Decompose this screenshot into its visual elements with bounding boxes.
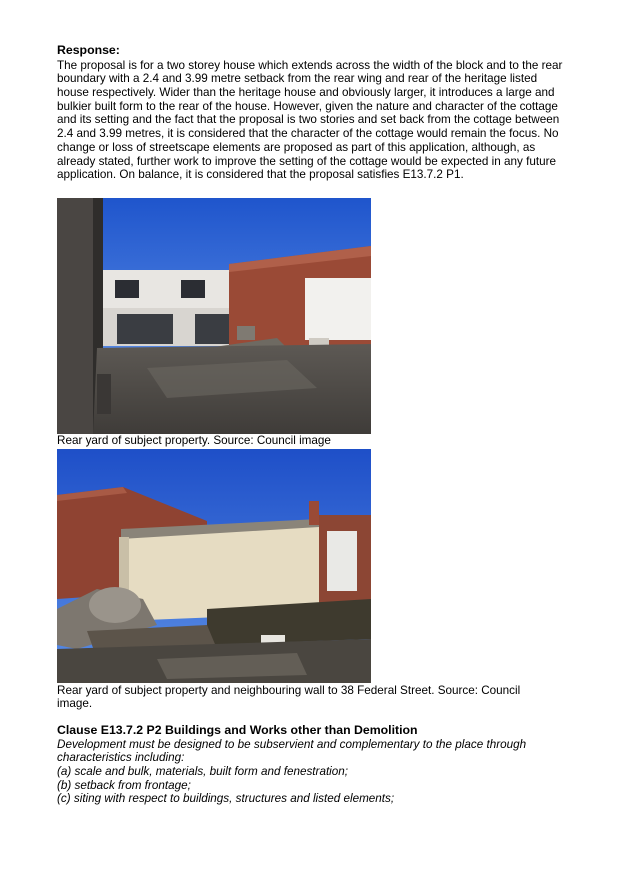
response-paragraph: The proposal is for a two storey house which extends across the width of the block and to the rear boundary with a 2.4 and 3.99 metre setback from the rear wing and rear of the heritage listed house respectively. Wider than the heritage house and obviously larger, it introduces a large and bulkier built form to the rear of the house. However, given the nature and character of the cottage and its setting and the fact that the proposal is two stories and set back from the cottage between 2.4 and 3.99 metres, it is considered that the character of the cottage would remain the focus. No change or loss of streetscape elements are proposed as part of this application, although, as already stated, further work to improve the setting of the cottage would be expected in any future application. On balance, it is considered that the proposal satisfies E13.7.2 P1. [57,58,563,182]
response-heading: Response: [57,43,120,57]
clause-item-c: (c) siting with respect to buildings, structures and listed elements; [57,792,395,806]
clause-intro: Development must be designed to be subservient and complementary to the place through characteristics including: [57,737,527,765]
clause-heading: Clause E13.7.2 P2 Buildings and Works other than Demolition [57,723,418,738]
clause-item-a: (a) scale and bulk, materials, built form and fenestration; [57,765,349,779]
clause-item-b: (b) setback from frontage; [57,778,191,792]
photo-caption-1: Rear yard of subject property. Source: Council image [57,433,331,447]
photo-caption-2: Rear yard of subject property and neighbouring wall to 38 Federal Street. Source: Council image. [57,683,521,711]
photo-rear-yard [57,198,371,434]
photo-neighbouring-wall [57,449,371,683]
document-page [57,44,567,806]
